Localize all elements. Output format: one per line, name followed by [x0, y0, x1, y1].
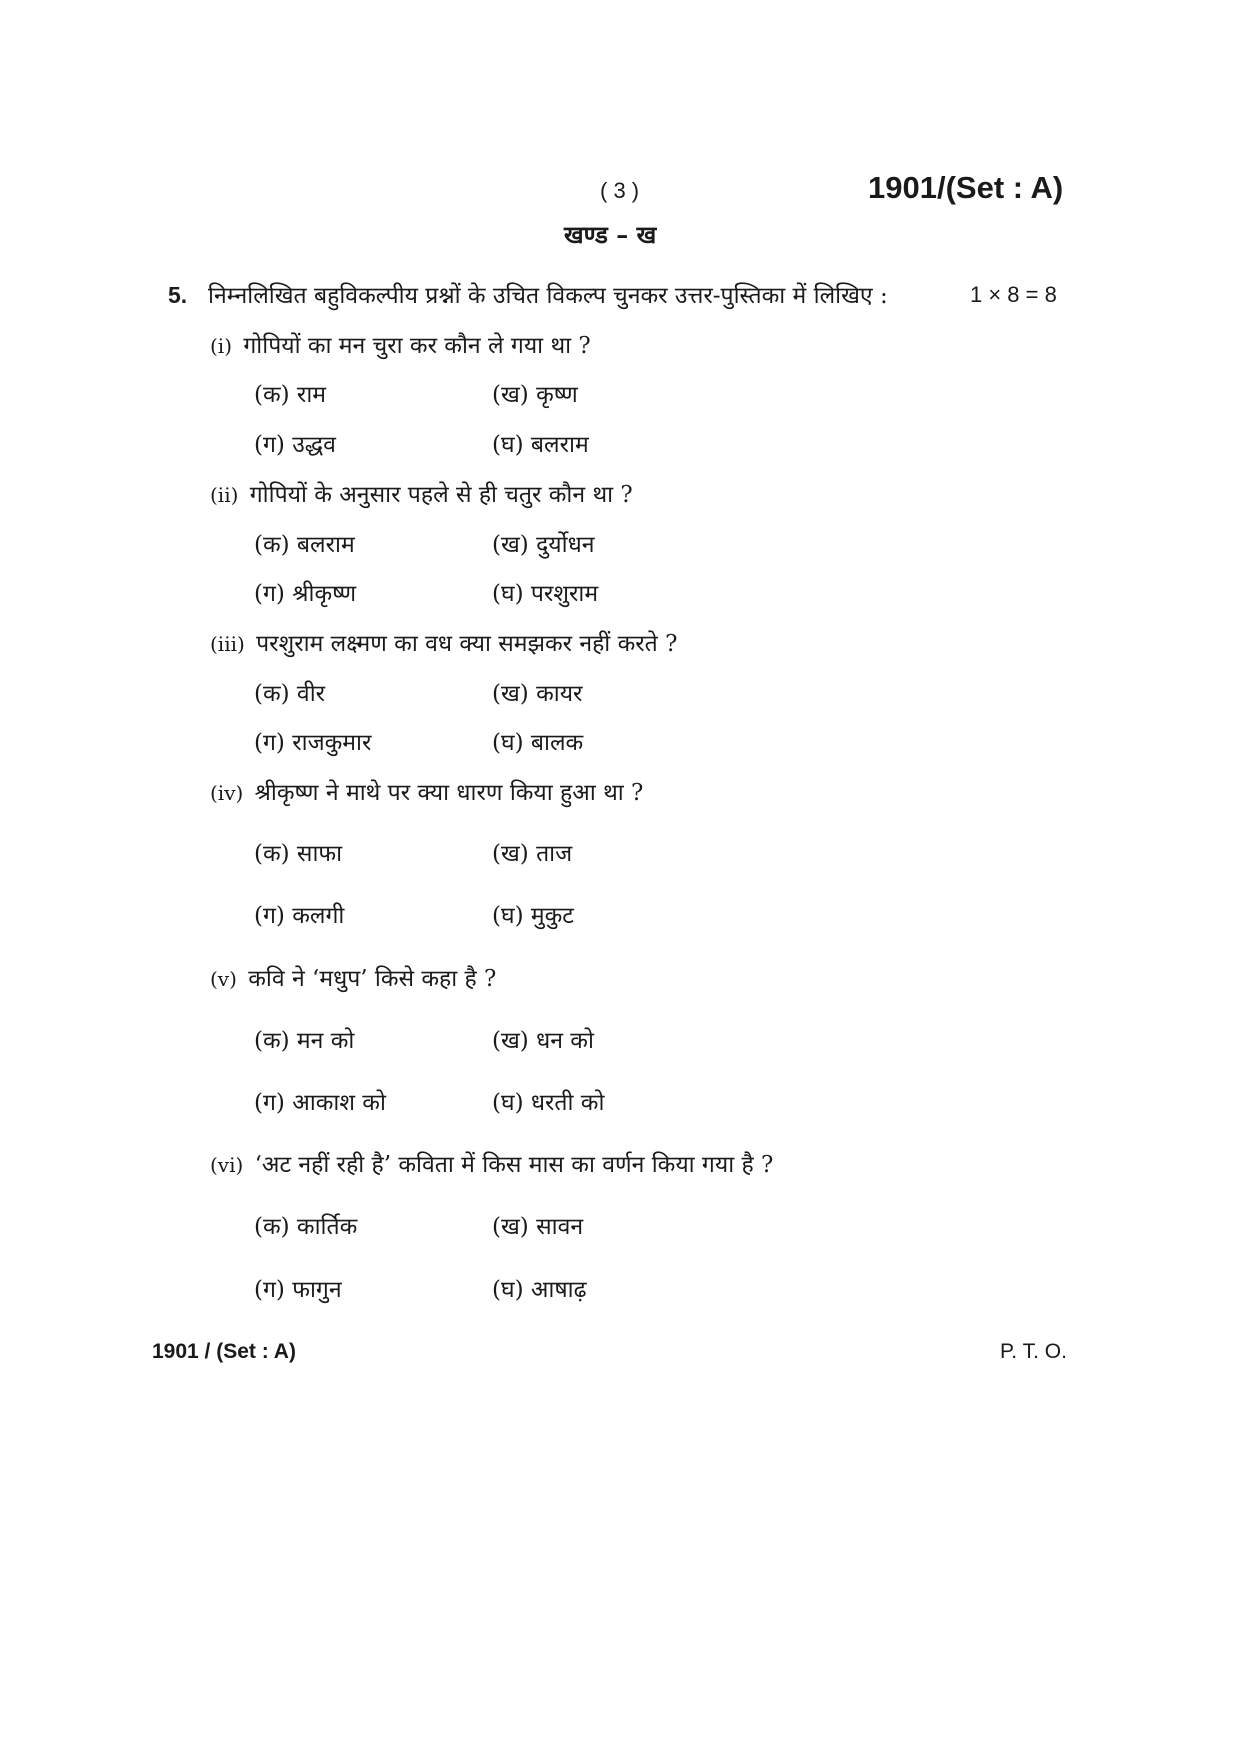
option-ga: (ग) आकाश को [254, 1090, 386, 1116]
option-ga: (ग) राजकुमार [254, 730, 372, 756]
subquestion-1 [210, 328, 591, 360]
option-ka: (क) कार्तिक [254, 1214, 358, 1240]
option-ga: (ग) कलगी [254, 903, 345, 929]
option-ka: (क) साफा [254, 841, 343, 867]
subquestion-text: गोपियों का मन चुरा कर कौन ले गया था ? [243, 333, 591, 359]
pto-label: P. T. O. [1000, 1340, 1067, 1363]
question-marks: 1 × 8 = 8 [970, 282, 1057, 307]
option-kha: (ख) कृष्ण [492, 382, 578, 408]
option-kha: (ख) ताज [492, 841, 573, 867]
paper-code-header: 1901/(Set : A) [868, 170, 1064, 205]
option-kha: (ख) सावन [492, 1214, 584, 1240]
paper-code-footer: 1901 / (Set : A) [152, 1340, 296, 1363]
subquestion-4 [210, 775, 643, 807]
subquestion-number: (iv) [210, 781, 244, 805]
subquestion-text: ‘अट नहीं रही है’ कविता में किस मास का वर्णन किया गया है ? [254, 1152, 774, 1178]
option-kha: (ख) धन को [492, 1028, 594, 1054]
option-gha: (घ) मुकुट [492, 903, 574, 929]
option-ga: (ग) श्रीकृष्ण [254, 581, 357, 607]
question-number: 5. [168, 282, 188, 308]
subquestion-number: (iii) [210, 632, 245, 656]
option-ga: (ग) उद्धव [254, 432, 336, 458]
option-ka: (क) राम [254, 382, 327, 408]
subquestion-number: (i) [210, 334, 233, 358]
subquestion-number: (vi) [210, 1153, 244, 1177]
option-ga: (ग) फागुन [254, 1277, 342, 1303]
option-kha: (ख) कायर [492, 681, 583, 707]
subquestion-2 [210, 477, 633, 509]
option-ka: (क) बलराम [254, 532, 355, 558]
subquestion-text: कवि ने ‘मधुप’ किसे कहा है ? [248, 966, 497, 992]
page-number: ( 3 ) [600, 178, 640, 203]
subquestion-3 [210, 626, 677, 658]
subquestion-number: (v) [210, 967, 237, 991]
subquestion-6 [210, 1147, 773, 1179]
subquestion-text: श्रीकृष्ण ने माथे पर क्या धारण किया हुआ था ? [254, 780, 644, 806]
option-gha: (घ) बलराम [492, 432, 589, 458]
option-gha: (घ) बालक [492, 730, 584, 756]
option-kha: (ख) दुर्योधन [492, 532, 595, 558]
option-gha: (घ) धरती को [492, 1090, 605, 1116]
option-gha: (घ) परशुराम [492, 581, 599, 607]
section-title: खण्ड – ख [564, 220, 657, 249]
option-ka: (क) वीर [254, 681, 326, 707]
subquestion-text: गोपियों के अनुसार पहले से ही चतुर कौन था ? [249, 482, 633, 508]
question-instruction: निम्नलिखित बहुविकल्पीय प्रश्नों के उचित विकल्प चुनकर उत्तर-पुस्तिका में लिखिए : [208, 283, 888, 309]
option-gha: (घ) आषाढ़ [492, 1277, 587, 1303]
subquestion-number: (ii) [210, 483, 239, 507]
subquestion-text: परशुराम लक्ष्मण का वध क्या समझकर नहीं करते ? [256, 631, 678, 657]
subquestion-5 [210, 961, 496, 993]
option-ka: (क) मन को [254, 1028, 355, 1054]
